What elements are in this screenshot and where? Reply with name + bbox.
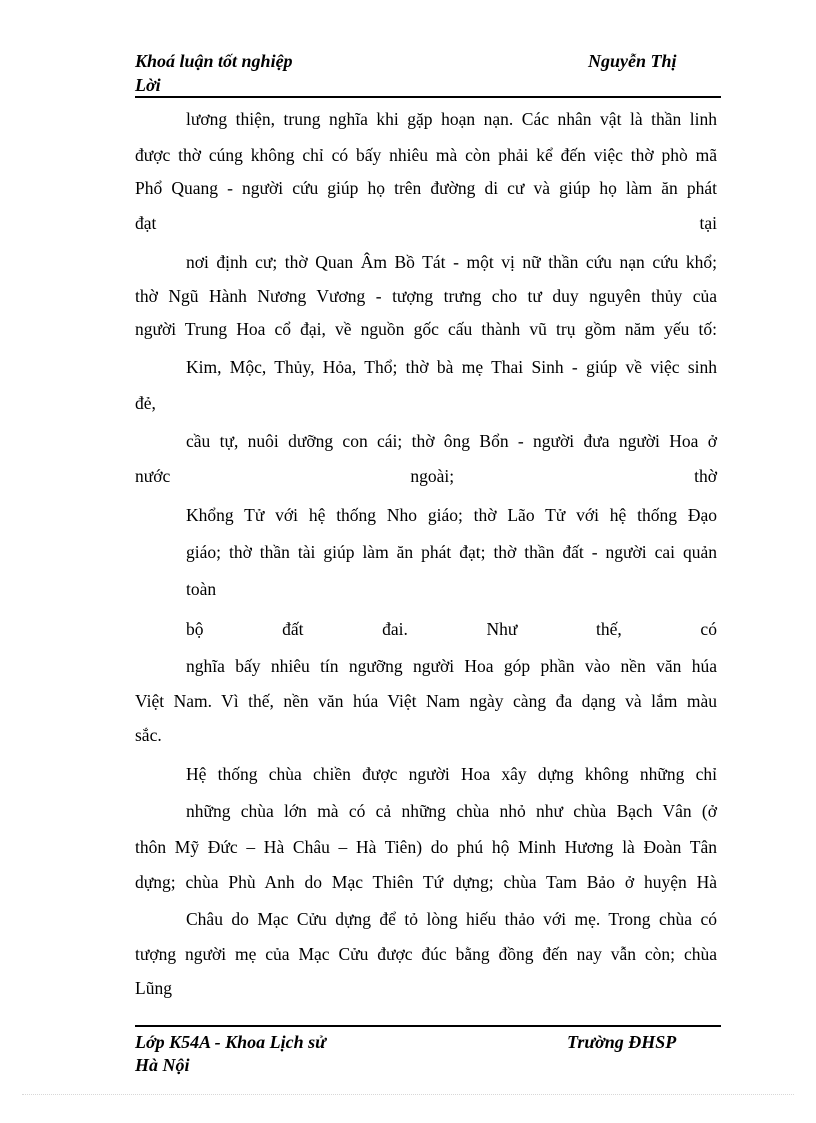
body-line: thôn Mỹ Đức – Hà Châu – Hà Tiên) do phú hộ Minh Hương là Đoàn Tân <box>135 837 717 857</box>
header-author-continued: Lời <box>135 75 161 95</box>
body-line: sắc. <box>135 725 162 745</box>
body-line: những chùa lớn mà có cả những chùa nhỏ như chùa Bạch Vân (ở <box>186 801 717 821</box>
footer-university: Trường ĐHSP <box>567 1032 677 1052</box>
body-word: đạt <box>135 213 157 233</box>
body-line: toàn <box>186 579 217 599</box>
body-line: lương thiện, trung nghĩa khi gặp hoạn nạn. Các nhân vật là thần linh <box>186 109 717 129</box>
body-line <box>135 211 717 235</box>
body-line: giáo; thờ thần tài giúp làm ăn phát đạt; thờ thần đất - người cai quản <box>186 542 717 562</box>
body-word: nước <box>135 466 171 486</box>
body-line: người Trung Hoa cổ đại, về nguồn gốc cấu thành vũ trụ gồm năm yếu tố: <box>135 319 717 339</box>
body-line: Lũng <box>135 978 172 998</box>
body-line: nghĩa bấy nhiêu tín ngưỡng người Hoa góp phần vào nền văn húa <box>186 656 717 676</box>
body-word: đất <box>282 619 304 639</box>
body-line: được thờ cúng không chỉ có bấy nhiêu mà còn phải kể đến việc thờ phò mã <box>135 145 717 165</box>
body-line: dựng; chùa Phù Anh do Mạc Thiên Tứ dựng; chùa Tam Bảo ở huyện Hà <box>135 872 717 892</box>
body-line: Phổ Quang - người cứu giúp họ trên đường di cư và giúp họ làm ăn phát <box>135 178 717 198</box>
body-line <box>186 617 717 641</box>
footer-rule <box>135 1025 721 1027</box>
body-line: Khổng Tử với hệ thống Nho giáo; thờ Lão Tử với hệ thống Đạo <box>186 505 717 525</box>
body-line: Việt Nam. Vì thế, nền văn húa Việt Nam ngày càng đa dạng và lắm màu <box>135 691 717 711</box>
body-word: thế, <box>596 619 622 639</box>
header-author: Nguyễn Thị <box>588 51 677 71</box>
body-line: Hệ thống chùa chiền được người Hoa xây dựng không những chỉ <box>186 764 717 784</box>
body-word: thờ <box>694 466 717 486</box>
body-word: đai. <box>382 619 408 639</box>
body-line: nơi định cư; thờ Quan Âm Bồ Tát - một vị nữ thần cứu nạn cứu khổ; <box>186 252 717 272</box>
header-rule <box>135 96 721 98</box>
body-word: bộ <box>186 619 204 639</box>
header-title: Khoá luận tốt nghiệp <box>135 51 293 71</box>
body-line: đẻ, <box>135 393 156 413</box>
body-line: tượng người mẹ của Mạc Cửu được đúc bằng đồng đến nay vẫn còn; chùa <box>135 944 717 964</box>
footer-class: Lớp K54A - Khoa Lịch sử <box>135 1032 326 1052</box>
body-line: cầu tự, nuôi dưỡng con cái; thờ ông Bổn - người đưa người Hoa ở <box>186 431 717 451</box>
body-line: Châu do Mạc Cửu dựng để tỏ lòng hiếu thảo với mẹ. Trong chùa có <box>186 909 717 929</box>
body-line: thờ Ngũ Hành Nương Vương - tượng trưng cho tư duy nguyên thủy của <box>135 286 717 306</box>
body-word: có <box>700 619 717 639</box>
page-edge-dotted-line <box>22 1094 794 1095</box>
body-line: Kim, Mộc, Thủy, Hỏa, Thổ; thờ bà mẹ Thai Sinh - giúp về việc sinh <box>186 357 717 377</box>
body-word: Như <box>486 619 518 639</box>
body-word: ngoài; <box>410 466 455 486</box>
body-line <box>135 464 717 488</box>
footer-university-continued: Hà Nội <box>135 1055 190 1075</box>
body-word: tại <box>699 213 717 233</box>
